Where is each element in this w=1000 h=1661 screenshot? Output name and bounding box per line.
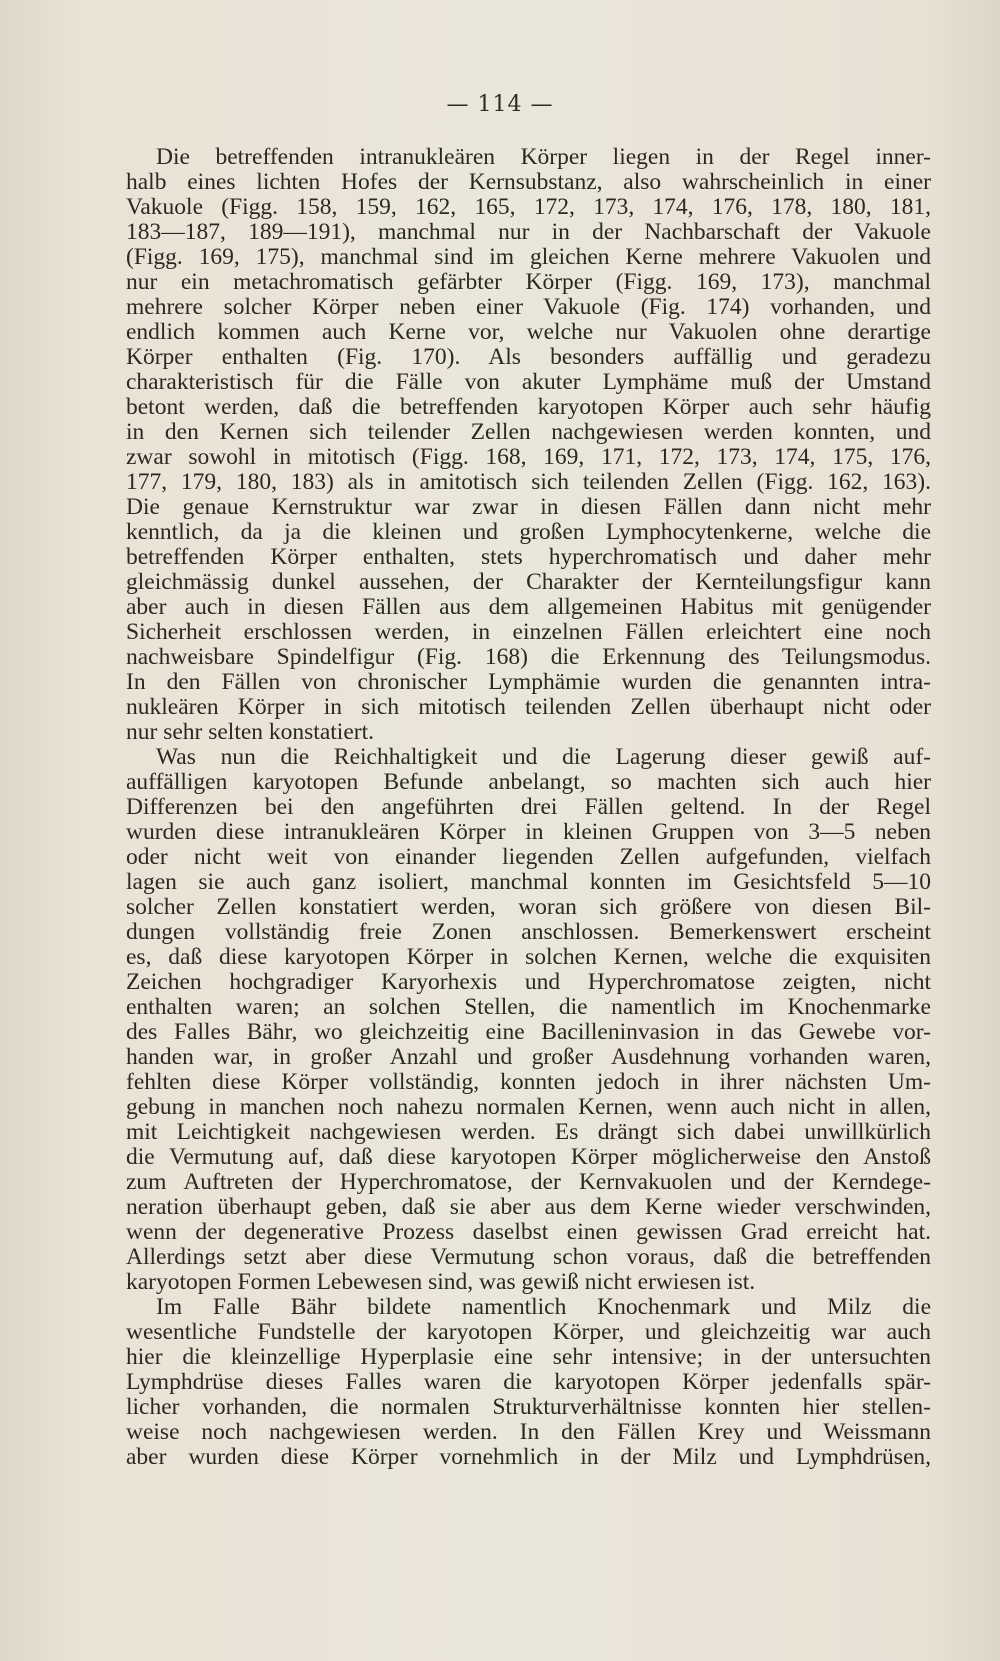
- text-line: fehlten diese Körper vollständig, konnten jedoch in ihrer nächsten Um-: [126, 1069, 931, 1095]
- text-line: solcher Zellen konstatiert werden, woran sich größere von diesen Bil-: [126, 894, 931, 920]
- text-line: neration überhaupt geben, daß sie aber aus dem Kerne wieder verschwinden,: [126, 1194, 931, 1220]
- text-line: nachweisbare Spindelfigur (Fig. 168) die Erkennung des Teilungsmodus.: [126, 644, 931, 670]
- text-line: 183—187, 189—191), manchmal nur in der Nachbarschaft der Vakuole: [126, 219, 931, 245]
- text-line: lagen sie auch ganz isoliert, manchmal konnten im Gesichtsfeld 5—10: [126, 869, 931, 895]
- text-line: zum Auftreten der Hyperchromatose, der Kernvakuolen und der Kerndege-: [126, 1169, 931, 1195]
- text-line: Was nun die Reichhaltigkeit und die Lagerung dieser gewiß auf-: [156, 744, 931, 770]
- text-line: gebung in manchen noch nahezu normalen Kernen, wenn auch nicht in allen,: [126, 1094, 931, 1120]
- text-line: aber auch in diesen Fällen aus dem allgemeinen Habitus mit genügender: [126, 594, 931, 620]
- text-line: Die betreffenden intranukleären Körper liegen in der Regel inner-: [156, 144, 931, 170]
- text-line: Allerdings setzt aber diese Vermutung schon voraus, daß die betreffenden: [126, 1244, 931, 1270]
- text-line: nukleären Körper in sich mitotisch teilenden Zellen überhaupt nicht oder: [126, 694, 931, 720]
- text-line: endlich kommen auch Kerne vor, welche nur Vakuolen ohne derartige: [126, 319, 931, 345]
- page-number: — 114 —: [446, 92, 554, 117]
- text-line: in den Kernen sich teilender Zellen nachgewiesen werden konnten, und: [126, 419, 931, 445]
- text-line: wurden diese intranukleären Körper in kleinen Gruppen von 3—5 neben: [126, 819, 931, 845]
- text-line: kenntlich, da ja die kleinen und großen Lymphocytenkerne, welche die: [126, 519, 931, 545]
- text-line: wesentliche Fundstelle der karyotopen Körper, und gleichzeitig war auch: [126, 1319, 931, 1345]
- text-line: Sicherheit erschlossen werden, in einzelnen Fällen erleichtert eine noch: [126, 619, 931, 645]
- text-line: oder nicht weit von einander liegenden Zellen aufgefunden, vielfach: [126, 844, 931, 870]
- text-line: In den Fällen von chronischer Lymphämie wurden die genannten intra-: [126, 669, 931, 695]
- text-line: Körper enthalten (Fig. 170). Als besonders auffällig und geradezu: [126, 344, 931, 370]
- text-line: Lymphdrüse dieses Falles waren die karyotopen Körper jedenfalls spär-: [126, 1369, 931, 1395]
- text-line: handen war, in großer Anzahl und großer Ausdehnung vorhanden waren,: [126, 1044, 931, 1070]
- text-line: zwar sowohl in mitotisch (Figg. 168, 169, 171, 172, 173, 174, 175, 176,: [126, 444, 931, 470]
- text-line: karyotopen Formen Lebewesen sind, was gewiß nicht erwiesen ist.: [126, 1269, 756, 1295]
- text-line: dungen vollständig freie Zonen anschlossen. Bemerkenswert erscheint: [126, 919, 931, 945]
- text-line: es, daß diese karyotopen Körper in solchen Kernen, welche die exquisiten: [126, 944, 931, 970]
- text-line: Zeichen hochgradiger Karyorhexis und Hyperchromatose zeigten, nicht: [126, 969, 931, 995]
- text-line: gleichmässig dunkel aussehen, der Charakter der Kernteilungsfigur kann: [126, 569, 931, 595]
- text-line: weise noch nachgewiesen werden. In den Fällen Krey und Weissmann: [126, 1419, 931, 1445]
- text-line: (Figg. 169, 175), manchmal sind im gleichen Kerne mehrere Vakuolen und: [126, 244, 931, 270]
- text-line: Differenzen bei den angeführten drei Fällen geltend. In der Regel: [126, 794, 931, 820]
- text-line: nur sehr selten konstatiert.: [126, 719, 374, 745]
- text-line: wenn der degenerative Prozess daselbst einen gewissen Grad erreicht hat.: [126, 1219, 931, 1245]
- text-line: licher vorhanden, die normalen Strukturverhältnisse konnten hier stellen-: [126, 1394, 931, 1420]
- text-line: hier die kleinzellige Hyperplasie eine sehr intensive; in der untersuchten: [126, 1344, 931, 1370]
- text-line: 177, 179, 180, 183) als in amitotisch sich teilenden Zellen (Figg. 162, 163).: [126, 469, 931, 495]
- text-line: Die genaue Kernstruktur war zwar in diesen Fällen dann nicht mehr: [126, 494, 931, 520]
- text-line: halb eines lichten Hofes der Kernsubstanz, also wahrscheinlich in einer: [126, 169, 931, 195]
- text-line: Vakuole (Figg. 158, 159, 162, 165, 172, 173, 174, 176, 178, 180, 181,: [126, 194, 931, 220]
- text-line: nur ein metachromatisch gefärbter Körper (Figg. 169, 173), manchmal: [126, 269, 931, 295]
- text-line: aber wurden diese Körper vornehmlich in der Milz und Lymphdrüsen,: [126, 1444, 931, 1470]
- text-line: betont werden, daß die betreffenden karyotopen Körper auch sehr häufig: [126, 394, 931, 420]
- text-line: Im Falle Bähr bildete namentlich Knochenmark und Milz die: [156, 1294, 931, 1320]
- text-line: die Vermutung auf, daß diese karyotopen Körper möglicherweise den Anstoß: [126, 1144, 931, 1170]
- text-line: enthalten waren; an solchen Stellen, die namentlich im Knochenmarke: [126, 994, 931, 1020]
- text-line: auffälligen karyotopen Befunde anbelangt, so machten sich auch hier: [126, 769, 931, 795]
- text-line: betreffenden Körper enthalten, stets hyperchromatisch und daher mehr: [126, 544, 931, 570]
- body-text: [126, 145, 931, 1470]
- text-line: mit Leichtigkeit nachgewiesen werden. Es drängt sich dabei unwillkürlich: [126, 1119, 931, 1145]
- text-line: mehrere solcher Körper neben einer Vakuole (Fig. 174) vorhanden, und: [126, 294, 931, 320]
- text-line: charakteristisch für die Fälle von akuter Lymphäme muß der Umstand: [126, 369, 931, 395]
- text-line: des Falles Bähr, wo gleichzeitig eine Bacilleninvasion in das Gewebe vor-: [126, 1019, 931, 1045]
